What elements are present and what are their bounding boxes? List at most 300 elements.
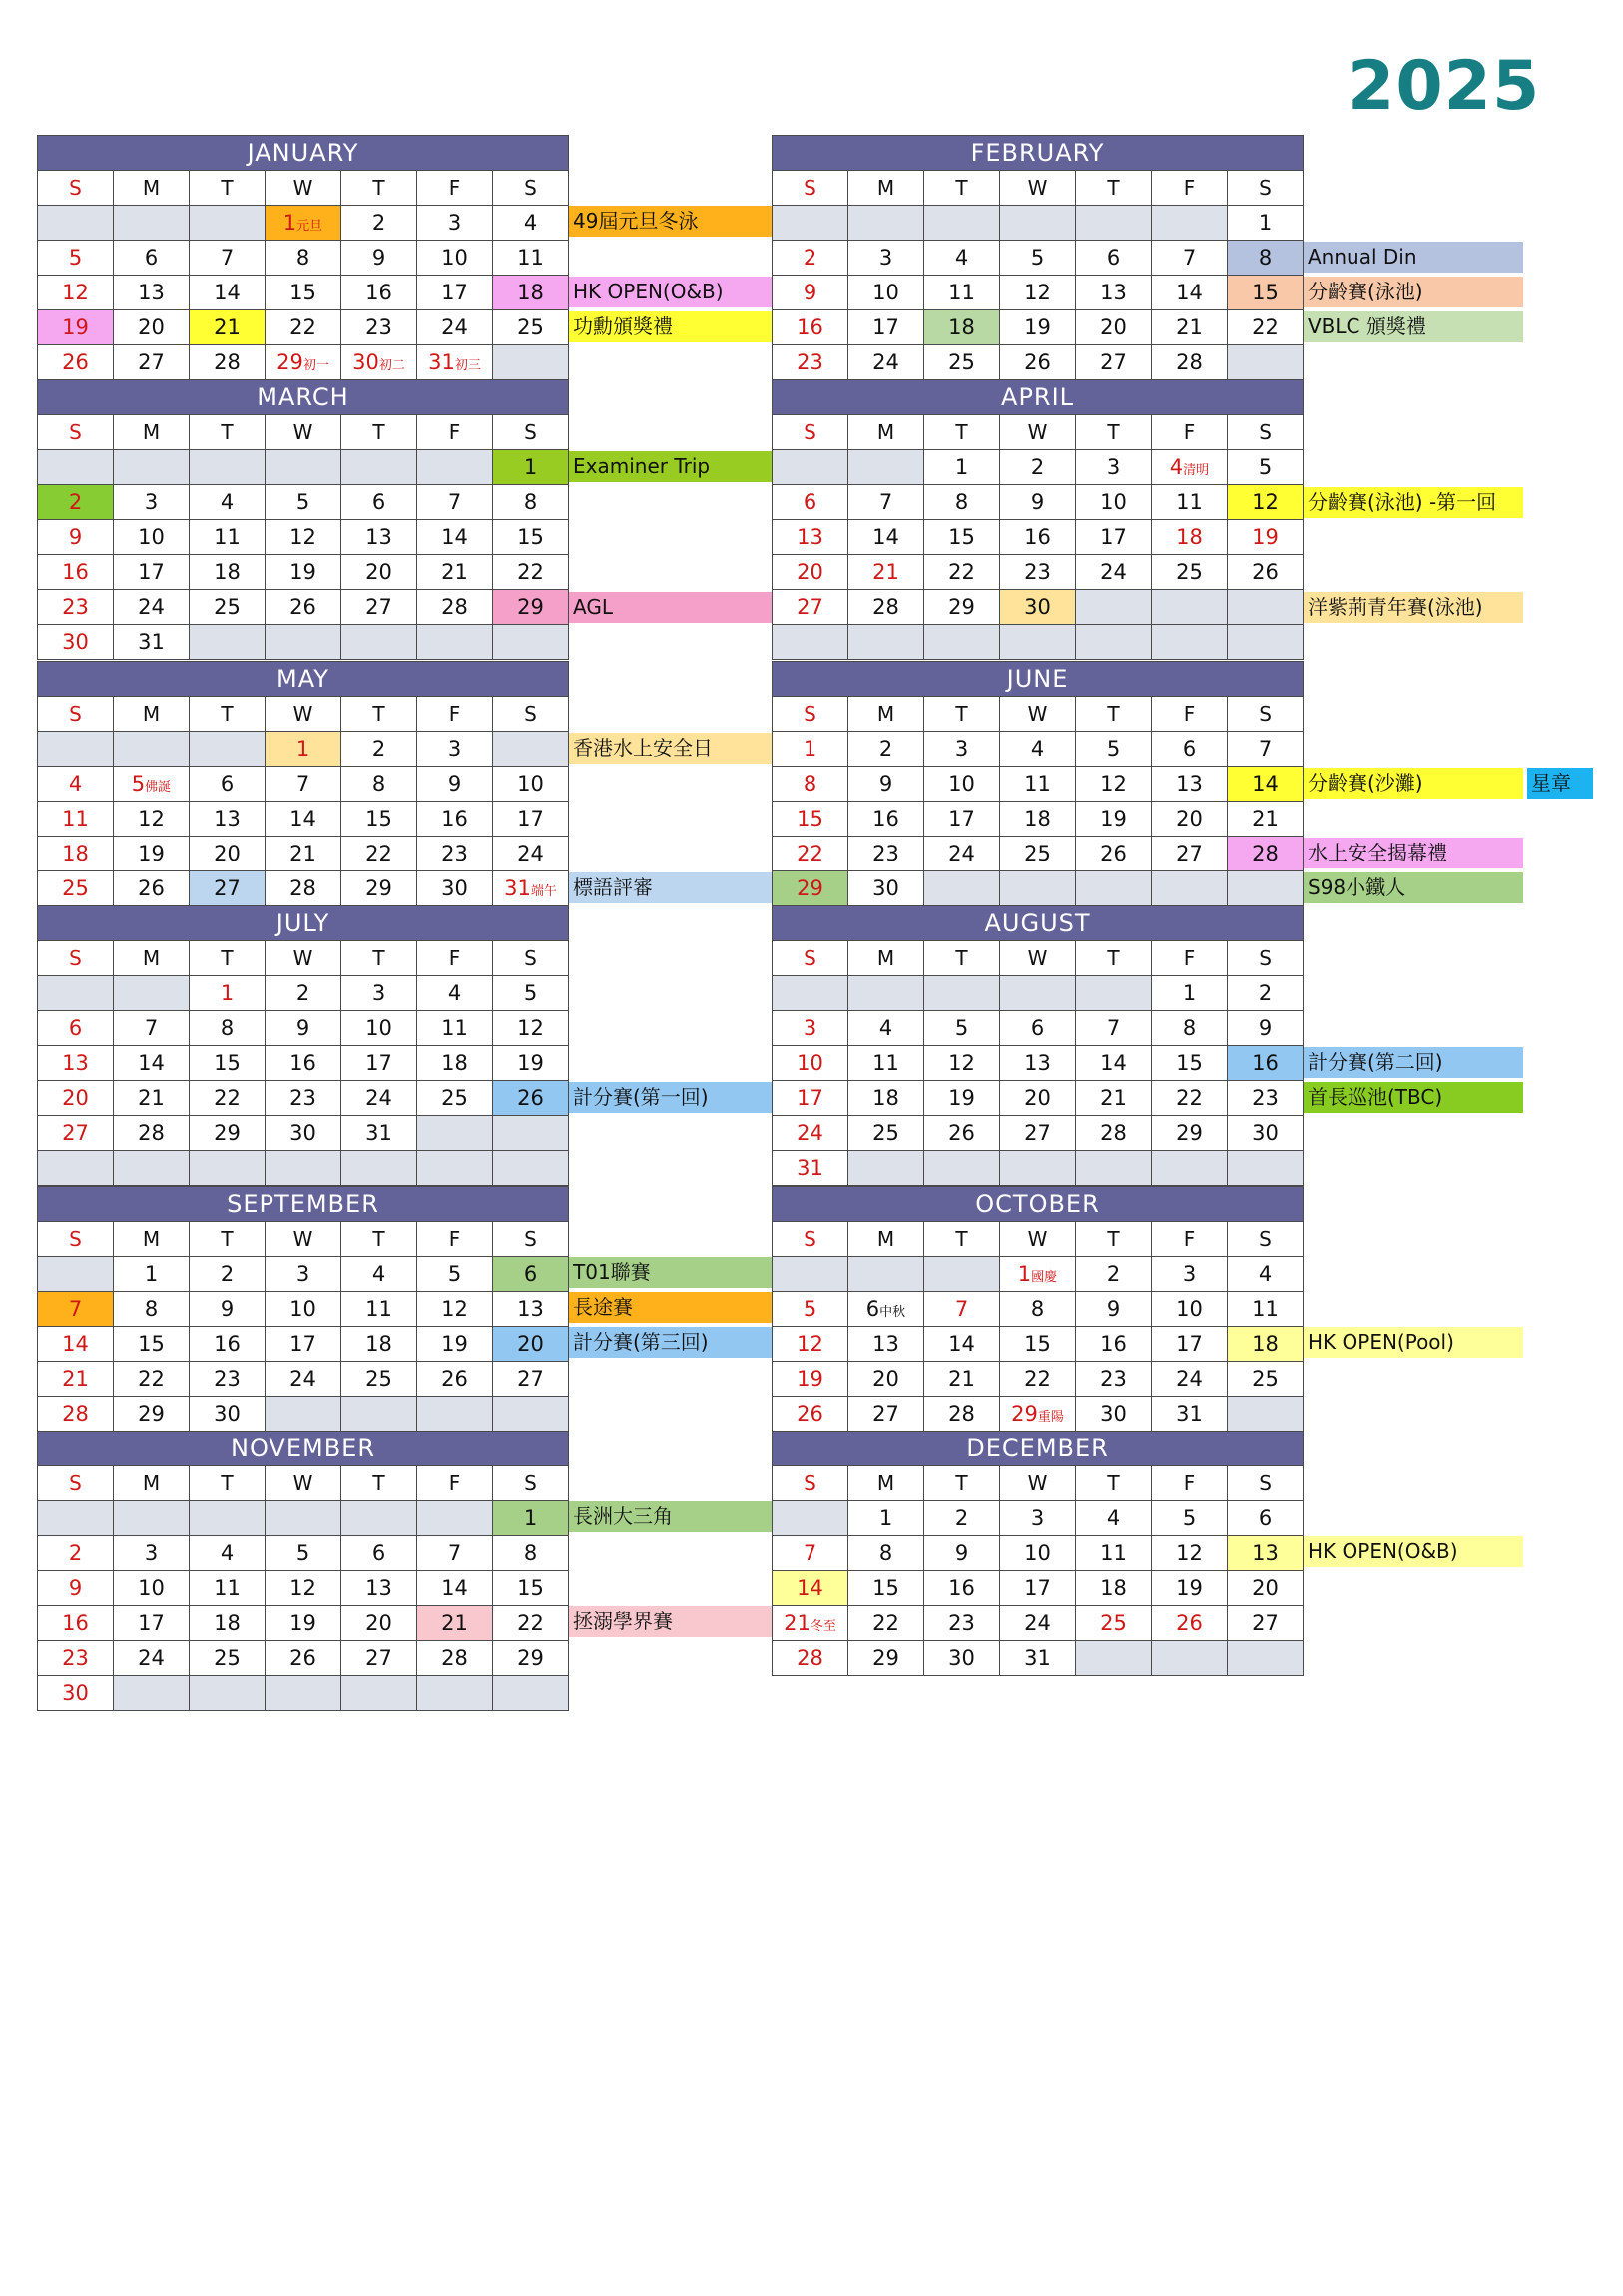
day-cell (848, 520, 924, 555)
day-number: 10 (365, 1016, 392, 1040)
day-cell (114, 1641, 190, 1676)
day-number: 10 (1176, 1297, 1203, 1321)
weekday-header: S (1228, 697, 1304, 732)
day-number: 16 (365, 281, 392, 304)
day-number: 25 (365, 1367, 392, 1391)
day-cell (493, 1292, 569, 1327)
day-number: 15 (872, 1576, 899, 1600)
day-cell (773, 1151, 848, 1186)
weekday-header: M (848, 415, 924, 450)
day-cell (493, 1081, 569, 1116)
day-number: 30 (214, 1402, 241, 1426)
day-cell (190, 802, 266, 837)
empty-day-cell (1076, 590, 1152, 625)
day-number: 21 (1252, 807, 1279, 831)
day-number: 18 (1252, 1332, 1279, 1356)
day-cell (924, 1397, 1000, 1432)
day-cell (924, 555, 1000, 590)
day-number: 25 (214, 1646, 241, 1670)
day-number: 29 (517, 1646, 544, 1670)
day-cell (266, 555, 341, 590)
empty-day-cell (493, 732, 569, 767)
day-cell (1228, 837, 1304, 871)
day-number: 21 (214, 315, 241, 339)
day-cell (38, 1676, 114, 1711)
day-number: 21 (872, 560, 899, 584)
day-cell (341, 1116, 417, 1151)
day-number: 22 (517, 1611, 544, 1635)
day-cell (38, 520, 114, 555)
day-cell (493, 1011, 569, 1046)
day-cell (1228, 1292, 1304, 1327)
weekday-header: S (773, 171, 848, 206)
day-number: 13 (1100, 281, 1127, 304)
month-name: JUNE (773, 662, 1304, 697)
day-number: 6 (371, 490, 386, 514)
day-number: 18 (1100, 1576, 1127, 1600)
day-cell (417, 871, 493, 906)
day-cell (190, 1292, 266, 1327)
day-number: 8 (1182, 1016, 1197, 1040)
month-march (37, 379, 569, 660)
day-number: 15 (1252, 281, 1279, 304)
day-cell (848, 485, 924, 520)
day-number: 7 (803, 1541, 817, 1565)
empty-day-cell (1228, 1641, 1304, 1676)
day-cell (1076, 1362, 1152, 1397)
day-number: 22 (948, 560, 975, 584)
day-number: 24 (365, 1086, 392, 1110)
day-number: 31 (504, 876, 531, 900)
empty-day-cell (341, 1676, 417, 1711)
weekday-header: S (493, 415, 569, 450)
weekday-header: T (924, 1222, 1000, 1257)
event-label: 計分賽(第二回) (1304, 1047, 1523, 1078)
day-number: 10 (872, 281, 899, 304)
day-number: 16 (872, 807, 899, 831)
day-cell (114, 802, 190, 837)
day-cell (1228, 1046, 1304, 1081)
day-number: 2 (68, 1541, 83, 1565)
day-cell (266, 1536, 341, 1571)
day-cell (341, 485, 417, 520)
day-number: 29 (797, 876, 823, 900)
day-number: 20 (62, 1086, 89, 1110)
day-cell (38, 485, 114, 520)
empty-day-cell (266, 1397, 341, 1432)
empty-day-cell (924, 625, 1000, 660)
day-number: 5 (1182, 1506, 1197, 1530)
day-number: 27 (214, 876, 241, 900)
day-number: 17 (1100, 525, 1127, 549)
day-cell (848, 1081, 924, 1116)
year-title: 2025 (1348, 47, 1541, 126)
day-number: 1 (954, 455, 969, 479)
day-number: 15 (1024, 1332, 1051, 1356)
day-cell (773, 276, 848, 310)
weekday-header: W (266, 1466, 341, 1501)
day-cell (1000, 1292, 1076, 1327)
day-number: 16 (797, 315, 823, 339)
day-cell (848, 1116, 924, 1151)
day-number: 9 (878, 772, 893, 796)
day-number: 22 (1176, 1086, 1203, 1110)
day-cell (114, 1397, 190, 1432)
day-cell (341, 520, 417, 555)
day-cell (924, 1362, 1000, 1397)
day-number: 2 (803, 246, 817, 270)
day-number: 25 (1176, 560, 1203, 584)
day-cell (341, 590, 417, 625)
day-cell (848, 345, 924, 380)
day-number: 31 (138, 630, 165, 654)
day-number: 8 (523, 1541, 538, 1565)
day-number: 13 (365, 525, 392, 549)
day-cell (924, 1571, 1000, 1606)
weekday-header: T (1076, 1222, 1152, 1257)
empty-day-cell (38, 976, 114, 1011)
day-number: 28 (289, 876, 316, 900)
day-number: 25 (214, 595, 241, 619)
day-number: 6 (865, 1297, 880, 1321)
empty-day-cell (1228, 1151, 1304, 1186)
empty-day-cell (190, 1501, 266, 1536)
day-cell (773, 837, 848, 871)
day-cell (848, 1606, 924, 1641)
empty-day-cell (1000, 625, 1076, 660)
day-cell (773, 1362, 848, 1397)
day-cell (417, 1536, 493, 1571)
day-cell (1228, 520, 1304, 555)
day-cell (1152, 837, 1228, 871)
weekday-header: F (417, 415, 493, 450)
day-number: 22 (138, 1367, 165, 1391)
day-number: 3 (144, 1541, 159, 1565)
day-cell (848, 871, 924, 906)
empty-day-cell (493, 1676, 569, 1711)
day-cell (341, 732, 417, 767)
weekday-header: S (493, 697, 569, 732)
day-cell (266, 520, 341, 555)
day-cell (341, 310, 417, 345)
day-number: 8 (803, 772, 817, 796)
day-cell (114, 310, 190, 345)
day-number: 5 (447, 1262, 462, 1286)
day-number: 8 (220, 1016, 235, 1040)
month-september (37, 1186, 569, 1432)
day-number: 10 (138, 1576, 165, 1600)
day-number: 23 (441, 842, 468, 865)
day-number: 7 (220, 246, 235, 270)
day-number: 20 (797, 560, 823, 584)
day-number: 27 (138, 350, 165, 374)
day-cell (1000, 837, 1076, 871)
day-cell (38, 625, 114, 660)
day-number: 30 (872, 876, 899, 900)
day-cell (1228, 1116, 1304, 1151)
day-cell (266, 590, 341, 625)
month-name: FEBRUARY (773, 136, 1304, 171)
day-number: 12 (441, 1297, 468, 1321)
day-number: 26 (797, 1402, 823, 1426)
day-number: 24 (517, 842, 544, 865)
day-cell (1076, 1536, 1152, 1571)
day-cell (38, 241, 114, 276)
day-cell (1152, 1081, 1228, 1116)
day-number: 5 (954, 1016, 969, 1040)
day-number: 7 (144, 1016, 159, 1040)
day-number: 17 (365, 1051, 392, 1075)
day-cell (38, 802, 114, 837)
event-label: HK OPEN(O&B) (1304, 1536, 1523, 1567)
day-cell (924, 1081, 1000, 1116)
day-number: 4 (68, 772, 83, 796)
day-number: 5 (295, 490, 310, 514)
day-cell (341, 1606, 417, 1641)
day-number: 29 (948, 595, 975, 619)
day-number: 23 (289, 1086, 316, 1110)
day-cell (773, 802, 848, 837)
empty-day-cell (417, 625, 493, 660)
day-number: 30 (62, 630, 89, 654)
month-name: DECEMBER (773, 1432, 1304, 1466)
day-cell (38, 1641, 114, 1676)
day-cell (924, 1292, 1000, 1327)
day-number: 27 (1176, 842, 1203, 865)
day-cell (114, 241, 190, 276)
day-number: 19 (138, 842, 165, 865)
day-number: 14 (214, 281, 241, 304)
day-cell (38, 767, 114, 802)
empty-day-cell (266, 1676, 341, 1711)
day-cell (924, 1606, 1000, 1641)
day-number: 27 (62, 1121, 89, 1145)
day-cell (417, 241, 493, 276)
day-number: 13 (872, 1332, 899, 1356)
weekday-header: M (114, 697, 190, 732)
day-number: 19 (1024, 315, 1051, 339)
day-cell (190, 276, 266, 310)
day-cell (848, 732, 924, 767)
day-number: 21 (62, 1367, 89, 1391)
day-cell (114, 1116, 190, 1151)
day-cell (848, 1571, 924, 1606)
day-number: 22 (1252, 315, 1279, 339)
weekday-header: T (924, 697, 1000, 732)
day-number: 11 (214, 525, 241, 549)
day-cell (1000, 485, 1076, 520)
weekday-header: S (773, 1222, 848, 1257)
day-number: 29 (1176, 1121, 1203, 1145)
day-cell (266, 1116, 341, 1151)
day-number: 4 (1258, 1262, 1273, 1286)
weekday-header: W (266, 1222, 341, 1257)
day-number: 24 (138, 1646, 165, 1670)
day-cell (1000, 590, 1076, 625)
day-number: 5 (1106, 737, 1121, 761)
event-label: Examiner Trip (569, 451, 772, 482)
day-cell (493, 1362, 569, 1397)
day-number: 15 (517, 1576, 544, 1600)
day-number: 10 (948, 772, 975, 796)
day-number: 28 (872, 595, 899, 619)
day-number: 26 (289, 595, 316, 619)
day-number: 6 (1258, 1506, 1273, 1530)
weekday-header: T (190, 697, 266, 732)
day-cell (1228, 1011, 1304, 1046)
day-number: 9 (295, 1016, 310, 1040)
day-cell (1000, 276, 1076, 310)
day-cell (773, 310, 848, 345)
empty-day-cell (773, 450, 848, 485)
weekday-header: W (1000, 415, 1076, 450)
day-number: 15 (797, 807, 823, 831)
day-cell (38, 1292, 114, 1327)
day-cell (38, 345, 114, 380)
day-cell (1076, 1327, 1152, 1362)
event-label: VBLC 頒獎禮 (1304, 311, 1523, 342)
day-number: 14 (138, 1051, 165, 1075)
day-cell (114, 1606, 190, 1641)
day-number: 7 (878, 490, 893, 514)
day-cell (1152, 310, 1228, 345)
day-cell (266, 871, 341, 906)
event-label: AGL (569, 592, 772, 623)
month-name: MARCH (38, 380, 569, 415)
day-number: 3 (447, 737, 462, 761)
day-cell (924, 450, 1000, 485)
day-number: 9 (1258, 1016, 1273, 1040)
day-cell (114, 590, 190, 625)
day-cell (773, 1081, 848, 1116)
day-number: 12 (1100, 772, 1127, 796)
day-cell (773, 767, 848, 802)
day-number: 1 (878, 1506, 893, 1530)
day-cell (1152, 555, 1228, 590)
day-cell (190, 1641, 266, 1676)
weekday-header: T (1076, 415, 1152, 450)
day-number: 11 (1024, 772, 1051, 796)
empty-day-cell (114, 206, 190, 241)
day-number: 7 (1106, 1016, 1121, 1040)
day-cell (1076, 345, 1152, 380)
day-cell (38, 1571, 114, 1606)
day-cell (341, 802, 417, 837)
day-cell (266, 837, 341, 871)
day-number: 19 (948, 1086, 975, 1110)
day-number: 16 (62, 1611, 89, 1635)
day-number: 24 (1100, 560, 1127, 584)
day-cell (417, 837, 493, 871)
day-number: 18 (948, 315, 975, 339)
day-cell (1000, 555, 1076, 590)
weekday-header: S (1228, 1466, 1304, 1501)
empty-day-cell (266, 450, 341, 485)
month-may (37, 661, 569, 906)
day-number: 4 (1106, 1506, 1121, 1530)
day-number: 13 (62, 1051, 89, 1075)
day-number: 23 (948, 1611, 975, 1635)
day-number: 2 (878, 737, 893, 761)
day-number: 7 (447, 1541, 462, 1565)
weekday-header: W (1000, 941, 1076, 976)
day-number: 5 (68, 246, 83, 270)
empty-day-cell (1228, 345, 1304, 380)
day-cell (924, 732, 1000, 767)
day-number: 29 (365, 876, 392, 900)
day-number: 17 (797, 1086, 823, 1110)
day-number: 10 (1100, 490, 1127, 514)
day-number: 29 (1011, 1402, 1038, 1426)
weekday-header: S (1228, 415, 1304, 450)
empty-day-cell (493, 345, 569, 380)
day-cell (38, 837, 114, 871)
day-number: 21 (948, 1367, 975, 1391)
day-number: 25 (1100, 1611, 1127, 1635)
day-cell (1152, 1292, 1228, 1327)
weekday-header: T (190, 171, 266, 206)
day-cell (114, 276, 190, 310)
day-number: 18 (1176, 525, 1203, 549)
day-number: 21 (1176, 315, 1203, 339)
event-label: 拯溺學界賽 (569, 1606, 772, 1637)
empty-day-cell (493, 1116, 569, 1151)
day-cell (848, 1536, 924, 1571)
empty-day-cell (38, 1257, 114, 1292)
day-number: 13 (1024, 1051, 1051, 1075)
day-cell (1152, 450, 1228, 485)
day-number: 20 (872, 1367, 899, 1391)
empty-day-cell (1152, 1641, 1228, 1676)
day-cell (1152, 1011, 1228, 1046)
day-cell (417, 1011, 493, 1046)
day-cell (848, 1397, 924, 1432)
day-cell (341, 1327, 417, 1362)
day-number: 21 (289, 842, 316, 865)
day-number: 6 (371, 1541, 386, 1565)
day-cell (341, 276, 417, 310)
day-number: 17 (441, 281, 468, 304)
day-cell (417, 1081, 493, 1116)
day-number: 23 (62, 1646, 89, 1670)
day-number: 3 (371, 981, 386, 1005)
empty-day-cell (493, 1151, 569, 1186)
day-cell (1000, 450, 1076, 485)
day-number: 6 (68, 1016, 83, 1040)
weekday-header: M (848, 1222, 924, 1257)
day-cell (341, 1046, 417, 1081)
empty-day-cell (341, 450, 417, 485)
day-cell (190, 520, 266, 555)
day-number: 3 (1030, 1506, 1045, 1530)
day-number: 20 (517, 1332, 544, 1356)
day-number: 23 (62, 595, 89, 619)
day-number: 12 (138, 807, 165, 831)
day-cell (1228, 1257, 1304, 1292)
day-cell (848, 1011, 924, 1046)
day-cell (1076, 732, 1152, 767)
day-cell (114, 1257, 190, 1292)
day-number: 27 (365, 595, 392, 619)
day-cell (924, 1116, 1000, 1151)
weekday-header: T (1076, 1466, 1152, 1501)
day-number: 14 (1100, 1051, 1127, 1075)
day-cell (1152, 1362, 1228, 1397)
empty-day-cell (848, 625, 924, 660)
day-number: 21 (784, 1611, 811, 1635)
empty-day-cell (1152, 1151, 1228, 1186)
day-cell (1076, 802, 1152, 837)
